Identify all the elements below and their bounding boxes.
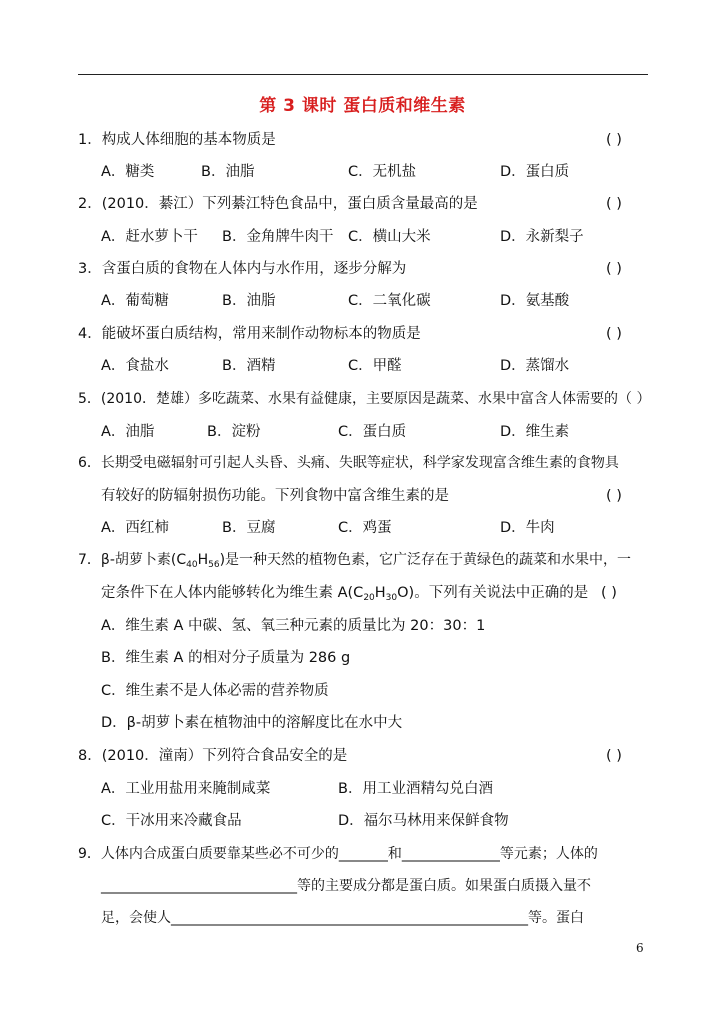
answer-paren: ( ) (601, 585, 617, 601)
option: A．维生素 A 中碳、氢、氧三种元素的质量比为 20：30：1 (101, 618, 486, 634)
option: C．无机盐 (348, 164, 417, 180)
question-7-stem-continued: 定条件下在人体内能够转化为维生素 $A(C_{20}H_{30}O)$。下列有关说法中正确的是 (101, 585, 589, 603)
option: B．金角牌牛肉干 (222, 229, 334, 245)
answer-paren: ( ) (606, 326, 622, 342)
header-rule (78, 74, 648, 75)
option: A．糖类 (101, 164, 155, 180)
option: D．蒸馏水 (500, 358, 570, 374)
answer-paren: ( ) (606, 132, 622, 148)
question-8-stem: 8．(2010．潼南）下列符合食品安全的是 (78, 748, 348, 764)
question-6-stem-continued: 有较好的防辐射损伤功能。下列食物中富含维生素的是 (101, 488, 449, 504)
option: B．豆腐 (222, 520, 276, 536)
option: C．二氧化碳 (348, 293, 431, 309)
question-7-stem: 7．β-胡萝卜素$(C_{40}H_{56})$是一种天然的植物色素，它广泛存在于黄绿色的蔬菜和水果中，一 (78, 552, 632, 570)
answer-paren: ( ) (606, 196, 622, 212)
option: C．干冰用来冷藏食品 (101, 813, 242, 829)
question-6-stem: 6．长期受电磁辐射可引起人头昏、头痛、失眠等症状，科学家发现富含维生素的食物具 (78, 455, 619, 471)
page-number: 6 (636, 941, 644, 955)
page-title: 第 3 课时 蛋白质和维生素 (259, 96, 466, 116)
option: B．油脂 (201, 164, 255, 180)
option: B．淀粉 (207, 424, 261, 440)
option: B．油脂 (222, 293, 276, 309)
option: A．赶水萝卜干 (101, 229, 198, 245)
option: A．食盐水 (101, 358, 169, 374)
question-3-stem: 3．含蛋白质的食物在人体内与水作用，逐步分解为 (78, 261, 407, 277)
option: A．西红柿 (101, 520, 169, 536)
option: A．葡萄糖 (101, 293, 169, 309)
option: C．鸡蛋 (338, 520, 392, 536)
question-1-stem: 1．构成人体细胞的基本物质是 (78, 132, 276, 148)
option: D．福尔马林用来保鲜食物 (338, 813, 509, 829)
option: D．牛肉 (500, 520, 555, 536)
question-9-stem-continued: 足，会使人___________________________________________________等。蛋白 (101, 910, 584, 926)
option: B．酒精 (222, 358, 276, 374)
option: C．维生素不是人体必需的营养物质 (101, 683, 329, 699)
option: D．氨基酸 (500, 293, 570, 309)
option: B．维生素 A 的相对分子质量为 286 g (101, 650, 351, 666)
answer-paren: ( ) (606, 488, 622, 504)
question-9-stem: 9．人体内合成蛋白质要靠某些必不可少的_______和______________等元素；人体的 (78, 846, 598, 862)
question-5-stem: 5．(2010．楚雄）多吃蔬菜、水果有益健康，主要原因是蔬菜、水果中富含人体需要的（ ） (78, 391, 651, 407)
option: B．用工业酒精勾兑白酒 (338, 781, 493, 797)
answer-paren: ( ) (606, 261, 622, 277)
question-9-stem-continued: ____________________________等的主要成分都是蛋白质。如果蛋白质摄入量不 (101, 878, 591, 894)
option: A．工业用盐用来腌制咸菜 (101, 781, 271, 797)
option: C．横山大米 (348, 229, 431, 245)
question-2-stem: 2．(2010．綦江）下列綦江特色食品中，蛋白质含量最高的是 (78, 196, 478, 212)
answer-paren: ( ) (606, 748, 622, 764)
question-4-stem: 4．能破坏蛋白质结构，常用来制作动物标本的物质是 (78, 326, 421, 342)
option: D．维生素 (500, 424, 570, 440)
option: A．油脂 (101, 424, 155, 440)
option: C．蛋白质 (338, 424, 407, 440)
option: C．甲醛 (348, 358, 402, 374)
option: D．β-胡萝卜素在植物油中的溶解度比在水中大 (101, 715, 403, 731)
option: D．永新梨子 (500, 229, 584, 245)
option: D．蛋白质 (500, 164, 570, 180)
